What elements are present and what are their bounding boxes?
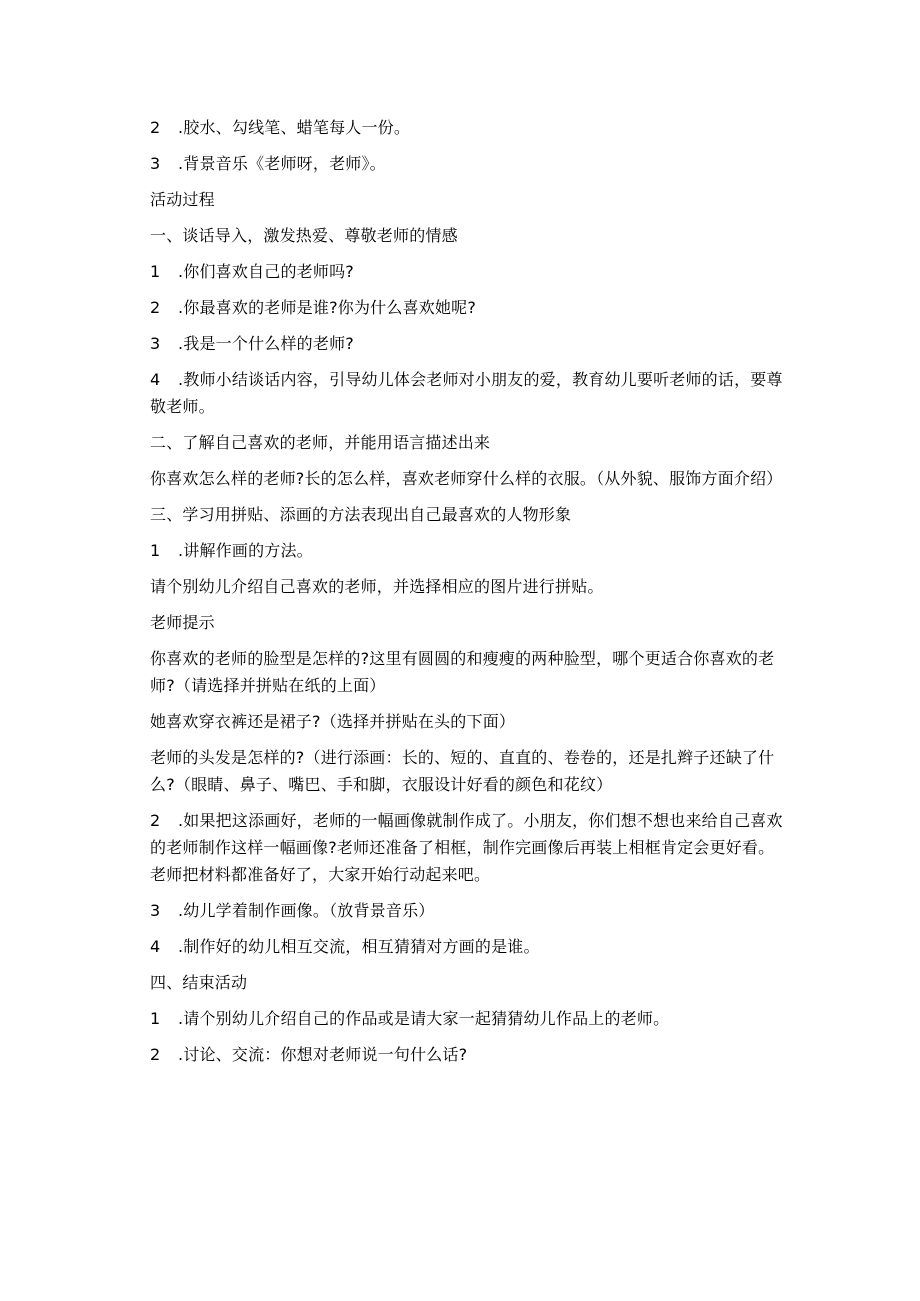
item-number: 3 <box>150 901 161 920</box>
paragraph-text: 老师的头发是怎样的?（进行添画：长的、短的、直直的、卷卷的，还是扎辫子还缺了什么?（眼睛、鼻子、嘴巴、手和脚，衣服设计好看的颜色和花纹） <box>150 748 775 794</box>
item-number: 4 <box>150 937 161 956</box>
paragraph-s1-4 <box>150 366 790 420</box>
paragraph-materials-2 <box>150 114 790 141</box>
item-number: 3 <box>150 154 161 173</box>
paragraph-text: 一、谈话导入，激发热爱、尊敬老师的情感 <box>150 226 458 245</box>
item-number: 2 <box>150 118 161 137</box>
section-heading-4 <box>150 969 790 996</box>
paragraph-text: 二、了解自己喜欢的老师，并能用语言描述出来 <box>150 433 491 452</box>
paragraph-text: 活动过程 <box>150 190 215 209</box>
paragraph-text: .胶水、勾线笔、蜡笔每人一份。 <box>178 118 411 137</box>
paragraph-text: .你最喜欢的老师是谁?你为什么喜欢她呢? <box>178 298 477 317</box>
item-number: 4 <box>150 370 161 389</box>
paragraph-text: .如果把这添画好，老师的一幅画像就制作成了。小朋友，你们想不想也来给自己喜欢的老师制作这样一幅画像?老师还准备了相框，制作完画像后再装上相框肯定会更好看。老师把材料都准备好了，大家开始行动起来吧。 <box>150 811 783 884</box>
paragraph-materials-3 <box>150 150 790 177</box>
paragraph-s3-3 <box>150 897 790 924</box>
paragraph-text: .幼儿学着制作画像。（放背景音乐） <box>178 901 435 920</box>
paragraph-s4-2 <box>150 1041 790 1068</box>
item-number: 1 <box>150 541 161 560</box>
paragraph-s3-1 <box>150 537 790 564</box>
item-number: 1 <box>150 262 161 281</box>
paragraph-face-shape <box>150 645 790 699</box>
paragraph-text: .背景音乐《老师呀，老师》。 <box>178 154 386 173</box>
paragraph-text: .你们喜欢自己的老师吗? <box>178 262 354 281</box>
paragraph-s1-3 <box>150 330 790 357</box>
paragraph-text: 她喜欢穿衣裤还是裙子?（选择并拼贴在头的下面） <box>150 712 516 731</box>
item-number: 2 <box>150 811 161 830</box>
paragraph-text: .教师小结谈话内容，引导幼儿体会老师对小朋友的爱，教育幼儿要听老师的话，要尊敬老师。 <box>150 370 783 416</box>
paragraph-s2-desc <box>150 465 790 492</box>
paragraph-s3-intro <box>150 573 790 600</box>
section-heading-3 <box>150 501 790 528</box>
paragraph-text: .讲解作画的方法。 <box>178 541 313 560</box>
paragraph-text: .制作好的幼儿相互交流，相互猜猜对方画的是谁。 <box>178 937 540 956</box>
paragraph-text: .请个别幼儿介绍自己的作品或是请大家一起猜猜幼儿作品上的老师。 <box>178 1009 670 1028</box>
paragraph-s4-1 <box>150 1005 790 1032</box>
item-number: 3 <box>150 334 161 353</box>
paragraph-s3-4 <box>150 933 790 960</box>
section-heading-2 <box>150 429 790 456</box>
paragraph-hair <box>150 744 790 798</box>
paragraph-text: 老师提示 <box>150 613 215 632</box>
paragraph-text: 你喜欢的老师的脸型是怎样的?这里有圆圆的和瘦瘦的两种脸型，哪个更适合你喜欢的老师?（请选择并拼贴在纸的上面） <box>150 649 775 695</box>
item-number: 2 <box>150 298 161 317</box>
paragraph-clothes <box>150 708 790 735</box>
paragraph-text: 你喜欢怎么样的老师?长的怎么样，喜欢老师穿什么样的衣服。（从外貌、服饰方面介绍） <box>150 469 783 488</box>
paragraph-text: .我是一个什么样的老师? <box>178 334 354 353</box>
item-number: 2 <box>150 1045 161 1064</box>
item-number: 1 <box>150 1009 161 1028</box>
paragraph-teacher-tip <box>150 609 790 636</box>
paragraph-text: .讨论、交流：你想对老师说一句什么话? <box>178 1045 468 1064</box>
paragraph-s3-2 <box>150 807 790 888</box>
paragraph-text: 请个别幼儿介绍自己喜欢的老师，并选择相应的图片进行拼贴。 <box>150 577 604 596</box>
section-heading-1 <box>150 222 790 249</box>
paragraph-text: 三、学习用拼贴、添画的方法表现出自己最喜欢的人物形象 <box>150 505 572 524</box>
paragraph-s1-2 <box>150 294 790 321</box>
document-body <box>150 114 790 1077</box>
section-heading-process <box>150 186 790 213</box>
paragraph-text: 四、结束活动 <box>150 973 248 992</box>
paragraph-s1-1 <box>150 258 790 285</box>
